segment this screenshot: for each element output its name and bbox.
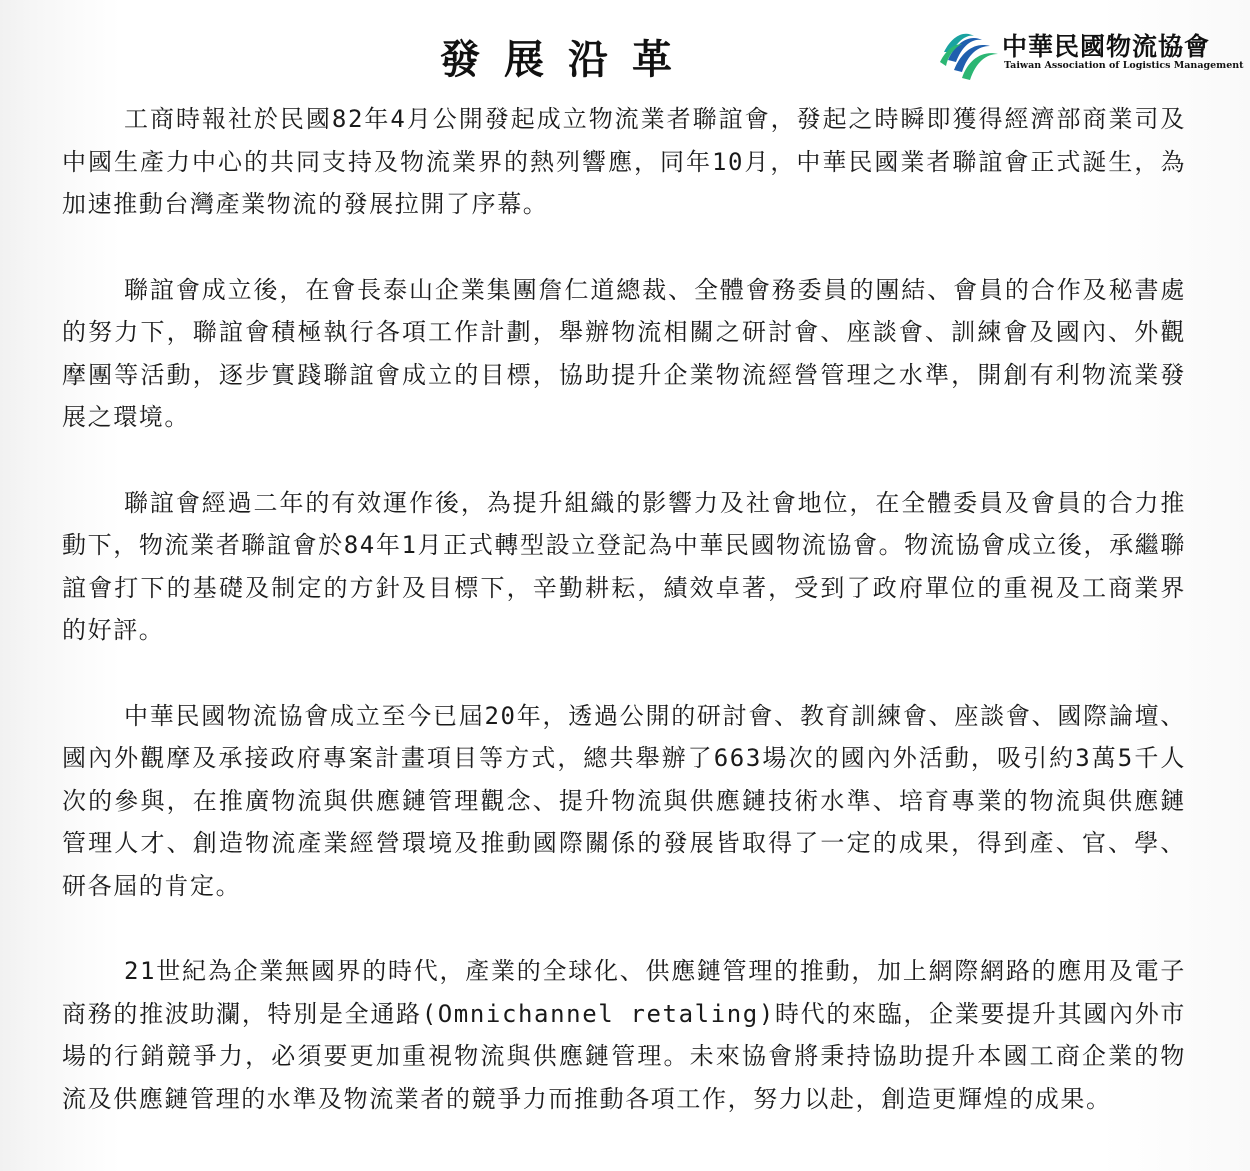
wave-logo-icon <box>938 22 1000 82</box>
paragraph-association-transformation: 聯誼會經過二年的有效運作後，為提升組織的影響力及社會地位，在全體委員及會員的合力推動下，物流業者聯誼會於84年1月正式轉型設立登記為中華民國物流協會。物流協會成立後，承繼聯誼會打下的基礎及制定的方針及目標下，辛勤耕耘，績效卓著，受到了政府單位的重視及工商業界的好評。 <box>62 488 1186 644</box>
page-title: 發展沿革 <box>440 36 696 83</box>
paragraph-achievements: 中華民國物流協會成立至今已屆20年，透過公開的研討會、教育訓練會、座談會、國際論壇、國內外觀摩及承接政府專案計畫項目等方式，總共舉辦了663場次的國內外活動，吸引約3萬5千人次的參與，在推廣物流與供應鏈管理觀念、提升物流與供應鏈技術水準、培育專業的物流與供應鏈管理人才、創造物流產業經營環境及推動國際關係的發展皆取得了一定的成果，得到產、官、學、研各屆的肯定。 <box>62 701 1186 900</box>
paragraph-founding: 工商時報社於民國82年4月公開發起成立物流業者聯誼會，發起之時瞬即獲得經濟部商業司及中國生產力中心的共同支持及物流業界的熱列響應，同年10月，中華民國業者聯誼會正式誕生，為加速推動台灣產業物流的發展拉開了序幕。 <box>62 105 1186 218</box>
logo-name-english: Taiwan Association of Logistics Management <box>1004 60 1244 71</box>
paragraph-future-outlook: 21世紀為企業無國界的時代，產業的全球化、供應鏈管理的推動，加上網際網路的應用及電子商務的推波助瀾，特別是全通路(Omnichannel retaling)時代的來臨，企業要提升其國內外市場的行銷競爭力，必須要更加重視物流與供應鏈管理。未來協會將秉持協助提升本國工商企業的物流及供應鏈管理的水準及物流業者的競爭力而推動各項工作，努力以赴，創造更輝煌的成果。 <box>62 957 1186 1113</box>
association-logo <box>938 22 1244 82</box>
logo-name-chinese: 中華民國物流協會 <box>1002 32 1211 61</box>
history-content <box>62 98 1186 1163</box>
paragraph-early-activities: 聯誼會成立後，在會長泰山企業集團詹仁道總裁、全體會務委員的團結、會員的合作及秘書處的努力下，聯誼會積極執行各項工作計劃，舉辦物流相關之研討會、座談會、訓練會及國內、外觀摩團等活動，逐步實踐聯誼會成立的目標，協助提升企業物流經營管理之水準，開創有利物流業發展之環境。 <box>62 275 1186 431</box>
